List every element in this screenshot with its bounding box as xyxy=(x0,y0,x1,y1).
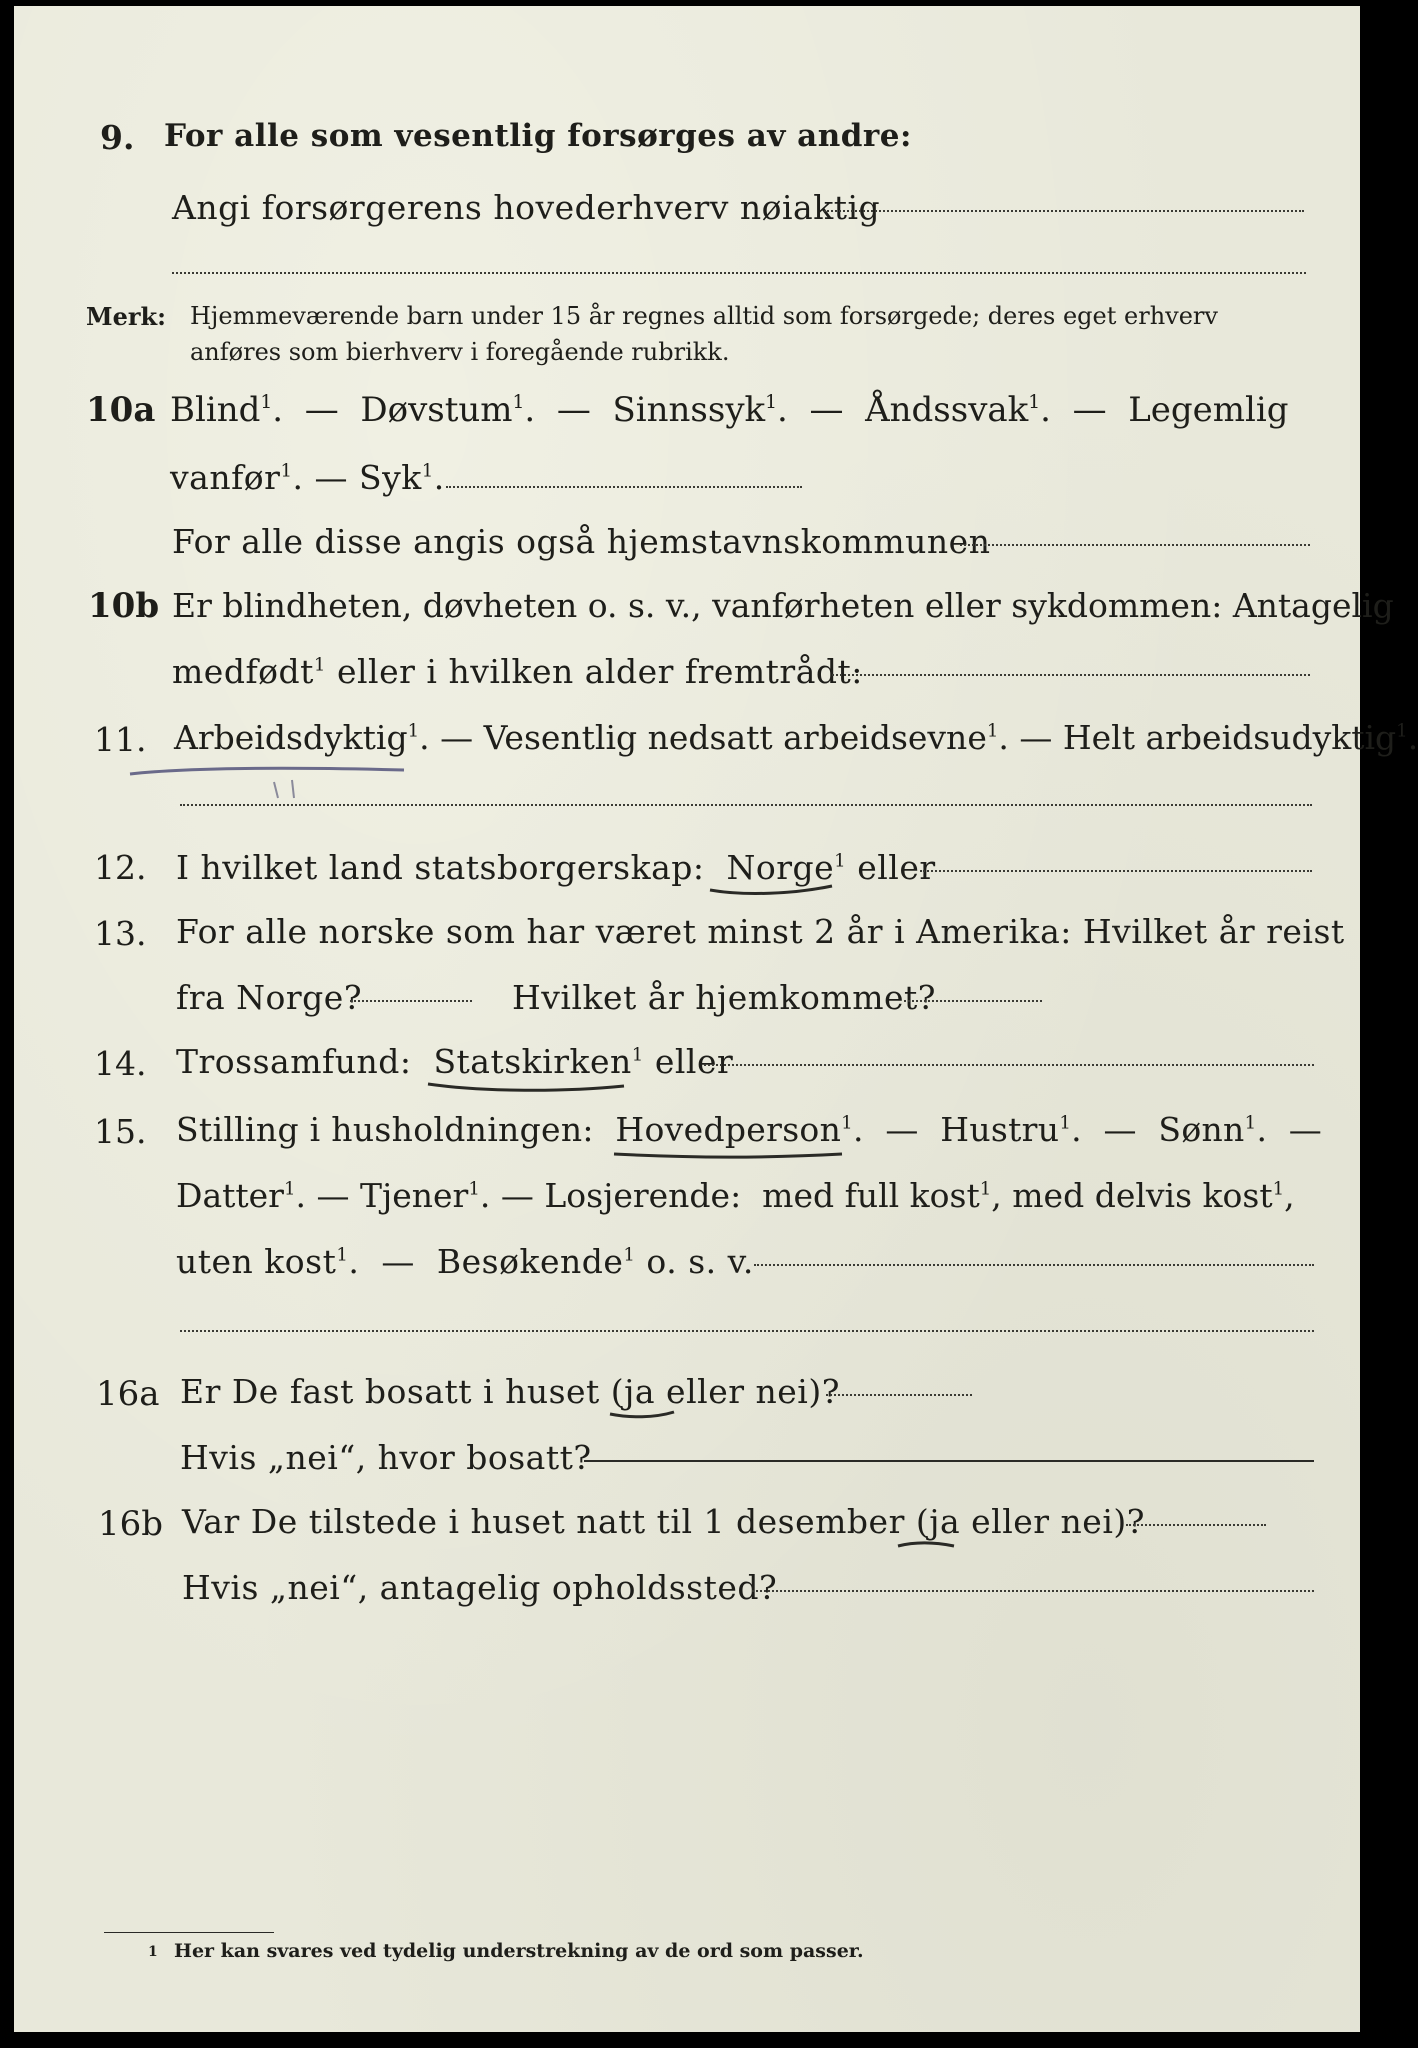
q15-line2: Datter$^1$. — Tjener$^1$. — Losjerende: med full kost$^1$, med delvis kost$^1$, xyxy=(176,1176,1295,1215)
q10a-home-line[interactable] xyxy=(960,544,1310,546)
q12-text: I hvilket land statsborgerskap: Norge$^1$ eller xyxy=(176,848,936,887)
q10a-options-2: vanfør$^1$. — Syk$^1$. xyxy=(170,458,445,497)
footnote-mark: 1 xyxy=(148,1944,158,1960)
q9-text: For alle som vesentlig forsørges av andre: xyxy=(164,118,912,154)
q10b-line2: medfødt$^1$ eller i hvilken alder fremtrådt: xyxy=(172,652,863,691)
footnote-text: Her kan svares ved tydelig understrekning av de ord som passer. xyxy=(174,1940,864,1962)
q16a-answer-line[interactable] xyxy=(826,1394,972,1396)
q16a-line2: Hvis „nei“, hvor bosatt? xyxy=(180,1438,592,1477)
q9-answer-line[interactable] xyxy=(824,210,1304,212)
q15-number: 15. xyxy=(94,1112,147,1151)
q16a-residence-line[interactable] xyxy=(584,1460,1314,1462)
q11-number: 11. xyxy=(94,720,147,759)
q9-number: 9. xyxy=(100,118,135,157)
q15-answer-line-2[interactable] xyxy=(180,1330,1314,1332)
q12-underline-mark xyxy=(704,880,844,900)
q14-answer-line[interactable] xyxy=(704,1064,1314,1066)
q9-line2: Angi forsørgerens hovederhverv nøiaktig xyxy=(172,188,881,227)
q9-answer-line-2[interactable] xyxy=(172,272,1306,274)
q12-answer-line[interactable] xyxy=(920,870,1312,872)
footnote-rule xyxy=(104,1932,274,1933)
q11-options: Arbeidsdyktig$^1$. — Vesentlig nedsatt arbeidsevne$^1$. — Helt arbeidsudyktig$^1$. xyxy=(174,718,1418,757)
q15-underline-mark xyxy=(610,1146,850,1166)
q10a-options: Blind$^1$. — Døvstum$^1$. — Sinnssyk$^1$. — Åndssvak$^1$. — Legemlig xyxy=(170,390,1289,430)
q10a-line3: For alle disse angis også hjemstavnskommunen xyxy=(172,522,991,561)
q14-number: 14. xyxy=(94,1044,147,1083)
q11-underline-mark xyxy=(124,760,424,800)
q16a-number: 16a xyxy=(96,1374,160,1414)
merk-label: Merk: xyxy=(86,302,166,331)
q16a-underline-mark xyxy=(604,1406,684,1422)
q16a-text: Er De fast bosatt i huset (ja eller nei)? xyxy=(180,1372,840,1411)
q15-line3: uten kost$^1$. — Besøkende$^1$ o. s. v. xyxy=(176,1242,754,1281)
q10b-number: 10b xyxy=(88,586,160,626)
merk-line2: anføres som bierhverv i foregående rubrikk. xyxy=(190,338,730,366)
q10a-answer-line[interactable] xyxy=(446,486,802,488)
q11-answer-line[interactable] xyxy=(180,804,1312,806)
q16b-answer-line[interactable] xyxy=(1126,1524,1266,1526)
q10b-answer-line[interactable] xyxy=(832,674,1310,676)
q13-return-line[interactable] xyxy=(904,1000,1042,1002)
merk-line1: Hjemmeværende barn under 15 år regnes alltid som forsørgede; deres eget erhverv xyxy=(190,302,1218,330)
q13-l2a: fra Norge? xyxy=(176,978,363,1017)
q13-l2b: Hvilket år hjemkommet? xyxy=(512,978,936,1017)
q14-text: Trossamfund: Statskirken$^1$ eller xyxy=(176,1042,734,1081)
q16b-location-line[interactable] xyxy=(752,1590,1314,1592)
census-form-page xyxy=(14,6,1418,2032)
q16b-line2: Hvis „nei“, antagelig opholdssted? xyxy=(182,1568,778,1607)
q15-answer-line[interactable] xyxy=(754,1264,1314,1266)
q16b-text: Var De tilstede i huset natt til 1 desember (ja eller nei)? xyxy=(182,1502,1145,1541)
q16b-number: 16b xyxy=(98,1504,164,1544)
q12-number: 12. xyxy=(94,848,147,887)
q14-underline-mark xyxy=(424,1076,634,1096)
q13-number: 13. xyxy=(94,914,147,953)
q15-line1: Stilling i husholdningen: Hovedperson$^1$. — Hustru$^1$. — Sønn$^1$. — xyxy=(176,1110,1323,1149)
q16b-underline-mark xyxy=(892,1538,962,1554)
q13-text: For alle norske som har været minst 2 år i Amerika: Hvilket år reist xyxy=(176,912,1345,951)
q10b-text: Er blindheten, døvheten o. s. v., vanførheten eller sykdommen: Antagelig xyxy=(172,586,1394,625)
q13-departure-line[interactable] xyxy=(350,1000,472,1002)
q10a-number: 10a xyxy=(86,390,156,430)
